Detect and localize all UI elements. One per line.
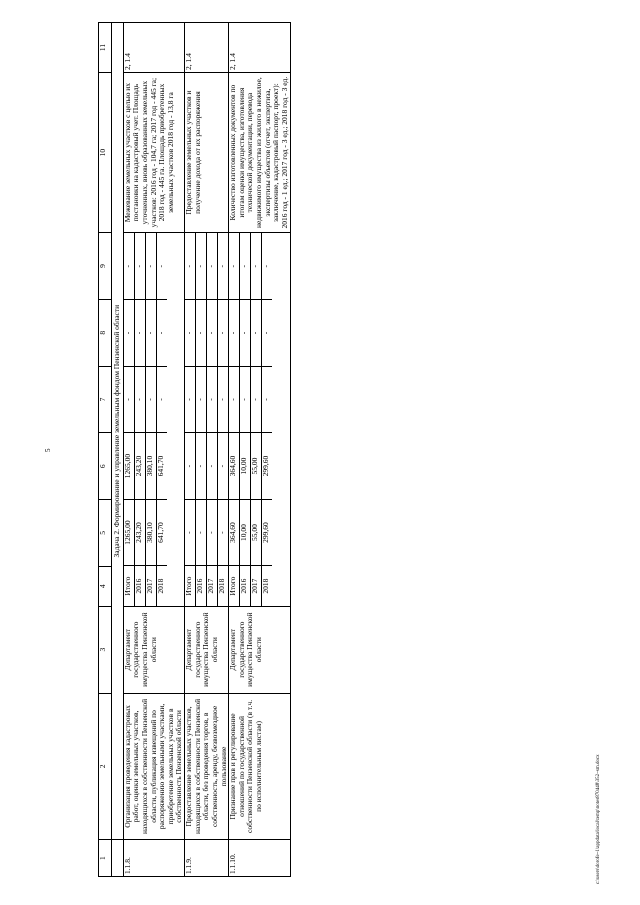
year-cell: 2016 [240, 566, 251, 606]
year-cell: 2018 [261, 578, 271, 594]
row-number: 1.1.8. [123, 840, 184, 877]
value-cell: 299,60 [262, 433, 273, 500]
year-value-table [185, 233, 228, 606]
value-cell: 55,00 [251, 499, 262, 566]
year-row [207, 233, 218, 606]
indicator-ref: 2, 1.4 [123, 23, 184, 73]
measure-name: Организация проведения кадастровых работ, оценки земельных участков, находящихся в собственности Пензенской области, публикация извещений по распоряжению земельными участками, приобретение земельных участков в собственность Пензенской области [123, 693, 184, 840]
year-cell: Итого [229, 566, 240, 606]
year-row [156, 233, 167, 606]
executor: Департамент государственного имущества Пензенской области [229, 606, 290, 693]
value-cell: - [218, 366, 229, 433]
result-description: Предоставление земельных участков и получение дохода от их распоряжения [185, 73, 229, 233]
table-row [123, 23, 184, 877]
value-cell: 243,20 [134, 433, 145, 500]
year-value-table [124, 233, 167, 606]
year-row [240, 233, 251, 606]
value-cell: - [196, 366, 207, 433]
value-cell: 641,70 [156, 433, 167, 500]
year-row [251, 233, 262, 606]
indicator-ref: 2, 1.4 [185, 23, 229, 73]
year-cell: 2016 [196, 566, 207, 606]
year-cell: 2017 [145, 566, 156, 606]
value-cell: 1265,00 [124, 433, 135, 500]
value-cell: - [218, 300, 229, 367]
value-cell: - [134, 366, 145, 433]
value-cell: - [207, 366, 218, 433]
value-cell: - [134, 300, 145, 367]
year-cell: 2018 [155, 578, 165, 594]
col-header: 3 [99, 606, 112, 693]
value-cell: - [240, 300, 251, 367]
table-row [185, 23, 229, 877]
value-cell: - [156, 300, 167, 367]
col-header: 1 [99, 840, 112, 877]
col-header: 4 [99, 566, 112, 606]
value-cell: - [196, 433, 207, 500]
year-row [185, 233, 196, 606]
value-cell: - [185, 233, 196, 300]
col-header: 7 [99, 366, 112, 433]
col-header: 10 [99, 73, 112, 233]
file-path: c:\users\dorofe~1\appdata\local\temp\notes870448\352~sm.docx [596, 754, 601, 884]
value-cell: - [207, 300, 218, 367]
measure-name: Признание прав и регулирование отношений по государственной собственности Пензенской области (в т.ч. по исполнительным листам) [229, 693, 290, 840]
value-cell: - [218, 233, 229, 300]
value-cell: - [185, 366, 196, 433]
result-description: Межевание земельных участков с целью их постановки на кадастровый учет. Площадь уточненных, вновь образованных земельных участков: 2016 год - 104,7 га; 2017 год - 445 га; 2018 год - 445 га. Площадь приобретенных земельных участков 2018 год - 13,8 га [123, 73, 184, 233]
col-header: 5 [99, 500, 112, 567]
col-header: 11 [99, 23, 112, 73]
value-cell: - [207, 433, 218, 500]
table-row [229, 23, 290, 877]
table-body [123, 23, 290, 877]
value-cell: - [196, 300, 207, 367]
year-cell: Итого [185, 566, 196, 606]
value-cell: 55,00 [251, 433, 262, 500]
executor: Департамент государственного имущества Пензенской области [185, 606, 229, 693]
value-cell: - [185, 499, 196, 566]
value-cell: 243,20 [134, 499, 145, 566]
value-cell: - [134, 233, 145, 300]
value-cell: 10,00 [240, 499, 251, 566]
value-cell: - [218, 433, 229, 500]
year-cell: Итого [124, 566, 135, 606]
task-row [112, 23, 124, 877]
value-cell: - [262, 300, 273, 367]
indicator-ref: 2, 1.4 [229, 23, 290, 73]
value-cell: - [251, 366, 262, 433]
value-cell: 10,00 [240, 433, 251, 500]
year-value-block [229, 233, 290, 607]
value-cell: - [145, 233, 156, 300]
col-header: 6 [99, 433, 112, 500]
value-cell: - [207, 233, 218, 300]
value-cell: - [124, 233, 135, 300]
result-description: Количество изготовленных документов по итогам оценки имущества, изготовления технической документации, перевода недвижимого имущества из жилого в нежилое, экспертизы объектов (отчет, экспертиза, заключение, кадастровый паспорт, проект): 2016 год - 1 ед.; 2017 год - 3 ед.; 2018 год - 3 ед. [229, 73, 290, 233]
value-cell: - [207, 499, 218, 566]
program-table [98, 22, 291, 877]
executor: Департамент государственного имущества Пензенской области [123, 606, 184, 693]
col-header: 2 [99, 693, 112, 840]
year-row [145, 233, 156, 606]
year-row [229, 233, 240, 606]
value-cell: 380,10 [145, 433, 156, 500]
value-cell: - [156, 366, 167, 433]
value-cell: - [229, 233, 240, 300]
year-row [196, 233, 207, 606]
year-cell: 2017 [207, 566, 218, 606]
value-cell: - [145, 300, 156, 367]
row-number: 1.1.9. [185, 840, 229, 877]
value-cell: - [124, 366, 135, 433]
value-cell: 364,60 [229, 433, 240, 500]
year-row [124, 233, 135, 606]
year-row [134, 233, 145, 606]
value-cell: 641,70 [156, 499, 167, 566]
row-number: 1.1.10. [229, 840, 290, 877]
value-cell: - [251, 300, 262, 367]
value-cell: 299,60 [262, 499, 273, 566]
header-row [99, 23, 112, 877]
value-cell: - [196, 233, 207, 300]
year-cell: 2018 [217, 578, 226, 594]
task-title: Задача 2. Формирование и управление земельным фондом Пензенской области [112, 23, 124, 840]
page-number: 5 [44, 448, 52, 452]
value-cell: - [262, 366, 273, 433]
year-cell: 2017 [251, 566, 262, 606]
year-row [218, 233, 229, 606]
measure-name: Предоставление земельных участков, находящихся в собственности Пензенской области, без проведения торгов, в собственность, аренду, безвозмездное пользование [185, 693, 229, 840]
col-header: 8 [99, 299, 112, 366]
value-cell: - [124, 300, 135, 367]
rotated-table-wrapper [98, 22, 291, 877]
value-cell: - [218, 499, 229, 566]
value-cell: 364,60 [229, 499, 240, 566]
year-value-block [123, 233, 184, 607]
col-header: 9 [99, 233, 112, 300]
task-empty-cell [112, 840, 124, 877]
value-cell: - [229, 366, 240, 433]
value-cell: - [185, 300, 196, 367]
value-cell: - [145, 366, 156, 433]
value-cell: - [156, 233, 167, 300]
year-cell: 2016 [134, 566, 145, 606]
value-cell: 380,10 [145, 499, 156, 566]
value-cell: - [196, 499, 207, 566]
year-row [262, 233, 273, 606]
value-cell: - [262, 233, 273, 300]
value-cell: - [251, 233, 262, 300]
year-value-table [229, 233, 272, 606]
value-cell: 1265,00 [124, 499, 135, 566]
value-cell: - [229, 300, 240, 367]
value-cell: - [240, 233, 251, 300]
value-cell: - [185, 433, 196, 500]
year-value-block [185, 233, 229, 607]
value-cell: - [240, 366, 251, 433]
